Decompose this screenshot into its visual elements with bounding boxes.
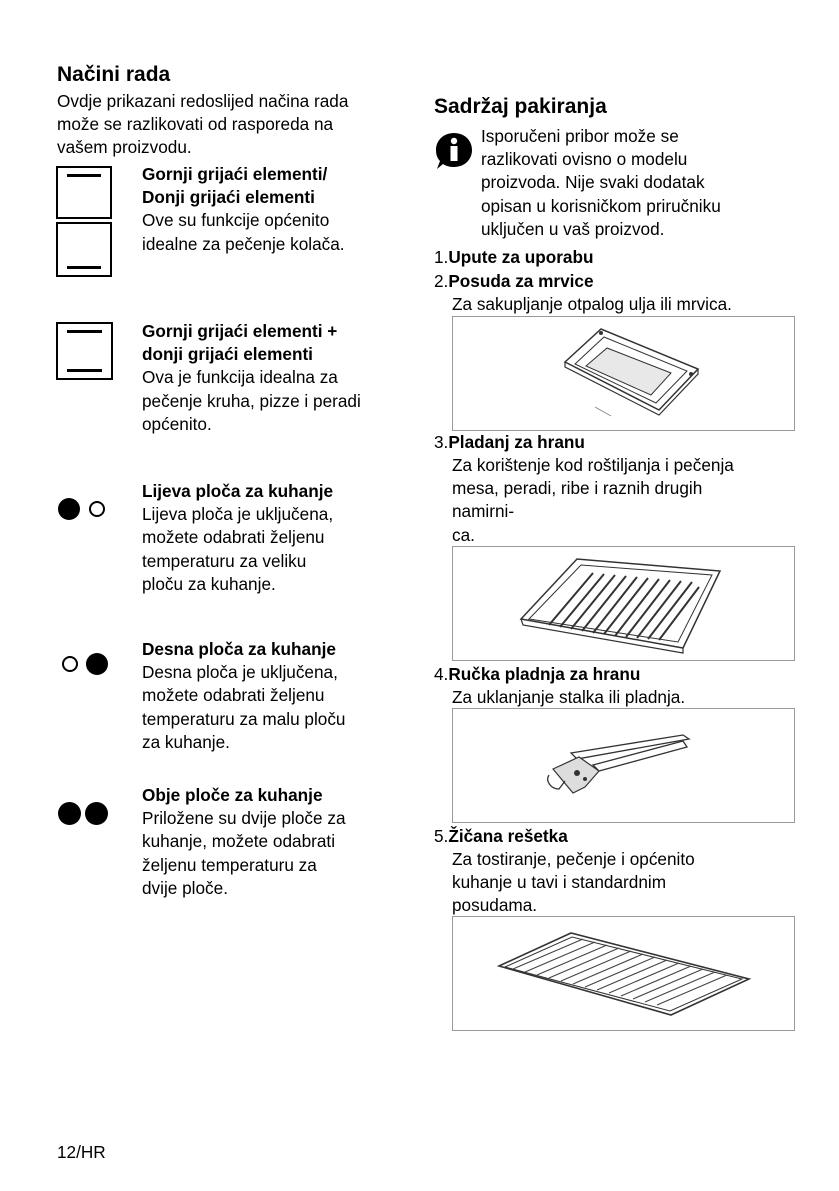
mode-desc: dvije ploče.	[142, 877, 228, 898]
mode-desc: Lijeva ploča je uključena,	[142, 504, 334, 525]
item-title: Pladanj za hranu	[448, 432, 585, 452]
mode-desc: temperaturu za malu ploču	[142, 708, 346, 729]
item-desc-line: Za korištenje kod roštiljanja i pečenja	[452, 455, 734, 475]
package-item	[434, 825, 568, 848]
mode-desc: željenu temperaturu za	[142, 854, 317, 875]
left-hotplate-icon	[58, 498, 108, 520]
right-hotplate-icon	[62, 653, 110, 675]
wire-rack-image	[452, 916, 795, 1031]
mode-desc: možete odabrati željenu	[142, 527, 325, 548]
section-heading-modes: Načini rada	[57, 63, 171, 86]
info-line: proizvoda. Nije svaki dodatak	[481, 172, 705, 193]
mode-title: Desna ploča za kuhanje	[142, 639, 336, 659]
item-desc	[452, 848, 695, 918]
package-item	[434, 246, 593, 269]
tray-handle-image	[452, 708, 795, 823]
item-desc-line: posudama.	[452, 895, 538, 916]
mode-title: Obje ploče za kuhanje	[142, 785, 323, 805]
package-item	[434, 663, 640, 686]
info-note	[481, 125, 721, 241]
item-desc-line: ca.	[452, 524, 475, 545]
intro-line: Ovdje prikazani redoslijed načina rada	[57, 91, 349, 111]
mode-desc: Priložene su dvije ploče za	[142, 808, 346, 829]
item-title: Posuda za mrvice	[448, 271, 594, 291]
item-number: 3.	[434, 432, 449, 452]
item-number: 2.	[434, 271, 449, 291]
info-line: uključen u vaš proizvod.	[481, 218, 665, 239]
food-tray-image	[452, 546, 795, 661]
section-heading-package: Sadržaj pakiranja	[434, 95, 607, 118]
info-line: razlikovati ovisno o modelu	[481, 149, 688, 170]
item-desc	[452, 454, 734, 547]
mode-desc: Ova je funkcija idealna za	[142, 367, 338, 388]
mode-desc: za kuhanje.	[142, 731, 230, 752]
item-desc-line: namirni-	[452, 501, 515, 522]
mode-desc: kuhanje, možete odabrati	[142, 831, 336, 852]
mode-item	[142, 163, 345, 256]
upper-plus-lower-heating-icon	[56, 322, 113, 380]
mode-desc: pečenje kruha, pizze i peradi	[142, 390, 361, 411]
mode-title: donji grijaći elementi	[142, 344, 313, 365]
mode-desc: ploču za kuhanje.	[142, 573, 276, 594]
mode-desc: možete odabrati željenu	[142, 685, 325, 706]
intro-line: može se razlikovati od rasporeda na	[57, 114, 334, 135]
item-title: Ručka pladnja za hranu	[448, 664, 641, 684]
item-title: Žičana rešetka	[448, 826, 568, 846]
item-desc: Za uklanjanje stalka ili pladnja.	[452, 687, 686, 707]
info-line: opisan u korisničkom priručniku	[481, 195, 721, 216]
package-item	[434, 270, 594, 293]
item-desc-line: mesa, peradi, ribe i raznih drugih	[452, 478, 703, 499]
mode-desc: idealne za pečenje kolača.	[142, 233, 345, 254]
mode-desc: Ove su funkcije općenito	[142, 210, 330, 231]
item-number: 5.	[434, 826, 449, 846]
mode-desc: općenito.	[142, 413, 212, 434]
item-desc-line: Za tostiranje, pečenje i općenito	[452, 849, 695, 869]
upper-lower-heating-separate-icon	[56, 166, 112, 277]
page-number: 12/HR	[57, 1142, 106, 1162]
package-item	[434, 431, 585, 454]
mode-item	[142, 320, 361, 436]
info-icon	[434, 131, 474, 171]
intro-line: vašem proizvodu.	[57, 137, 192, 158]
mode-desc: temperaturu za veliku	[142, 550, 307, 571]
mode-item	[142, 480, 333, 596]
item-title: Upute za uporabu	[448, 247, 594, 267]
item-number: 1.	[434, 247, 449, 267]
mode-desc: Desna ploča je uključena,	[142, 662, 338, 683]
mode-item	[142, 784, 346, 900]
both-hotplates-icon	[58, 802, 110, 825]
modes-intro	[57, 90, 348, 160]
item-desc: Za sakupljanje otpalog ulja ili mrvica.	[452, 294, 732, 314]
mode-title: Gornji grijaći elementi/	[142, 164, 328, 184]
mode-title: Donji grijaći elementi	[142, 187, 315, 208]
mode-title: Lijeva ploča za kuhanje	[142, 481, 334, 501]
crumb-tray-image	[452, 316, 795, 431]
info-line: Isporučeni pribor može se	[481, 126, 679, 146]
item-number: 4.	[434, 664, 449, 684]
mode-title: Gornji grijaći elementi +	[142, 321, 338, 341]
item-desc-line: kuhanje u tavi i standardnim	[452, 872, 667, 893]
mode-item	[142, 638, 346, 754]
